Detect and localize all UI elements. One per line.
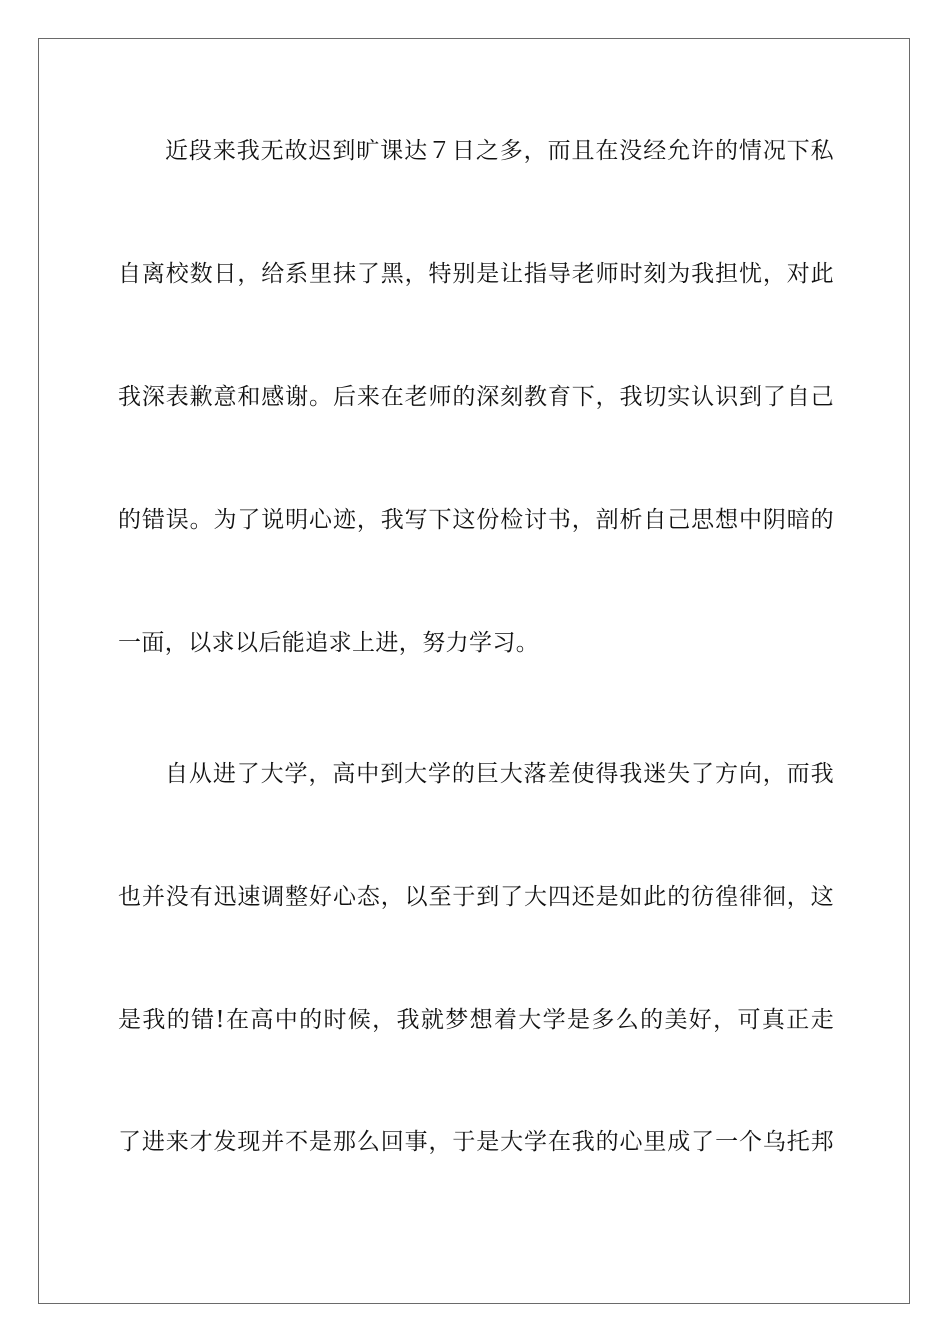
paragraph-2-line-4: 了进来才发现并不是那么回事，于是大学在我的心里成了一个乌托邦 bbox=[118, 1129, 834, 1155]
paragraph-1-line-4: 的错误。为了说明心迹，我写下这份检讨书，剖析自己思想中阴暗的 bbox=[118, 507, 834, 533]
paragraph-1-line-5: 一面，以求以后能追求上进，努力学习。 bbox=[118, 630, 540, 656]
paragraph-1-line-2: 自离校数日，给系里抹了黑，特别是让指导老师时刻为我担忧，对此 bbox=[118, 261, 834, 287]
page-border bbox=[38, 38, 910, 1304]
paragraph-2-line-3: 是我的错!在高中的时候，我就梦想着大学是多么的美好，可真正走 bbox=[118, 1007, 834, 1033]
paragraph-2-line-2: 也并没有迅速调整好心态，以至于到了大四还是如此的彷徨徘徊，这 bbox=[118, 884, 834, 910]
paragraph-1-line-1: 近段来我无故迟到旷课达７日之多，而且在没经允许的情况下私 bbox=[165, 138, 834, 164]
paragraph-2-line-1: 自从进了大学，高中到大学的巨大落差使得我迷失了方向，而我 bbox=[165, 761, 834, 787]
paragraph-1-line-3: 我深表歉意和感谢。后来在老师的深刻教育下，我切实认识到了自己 bbox=[118, 384, 834, 410]
